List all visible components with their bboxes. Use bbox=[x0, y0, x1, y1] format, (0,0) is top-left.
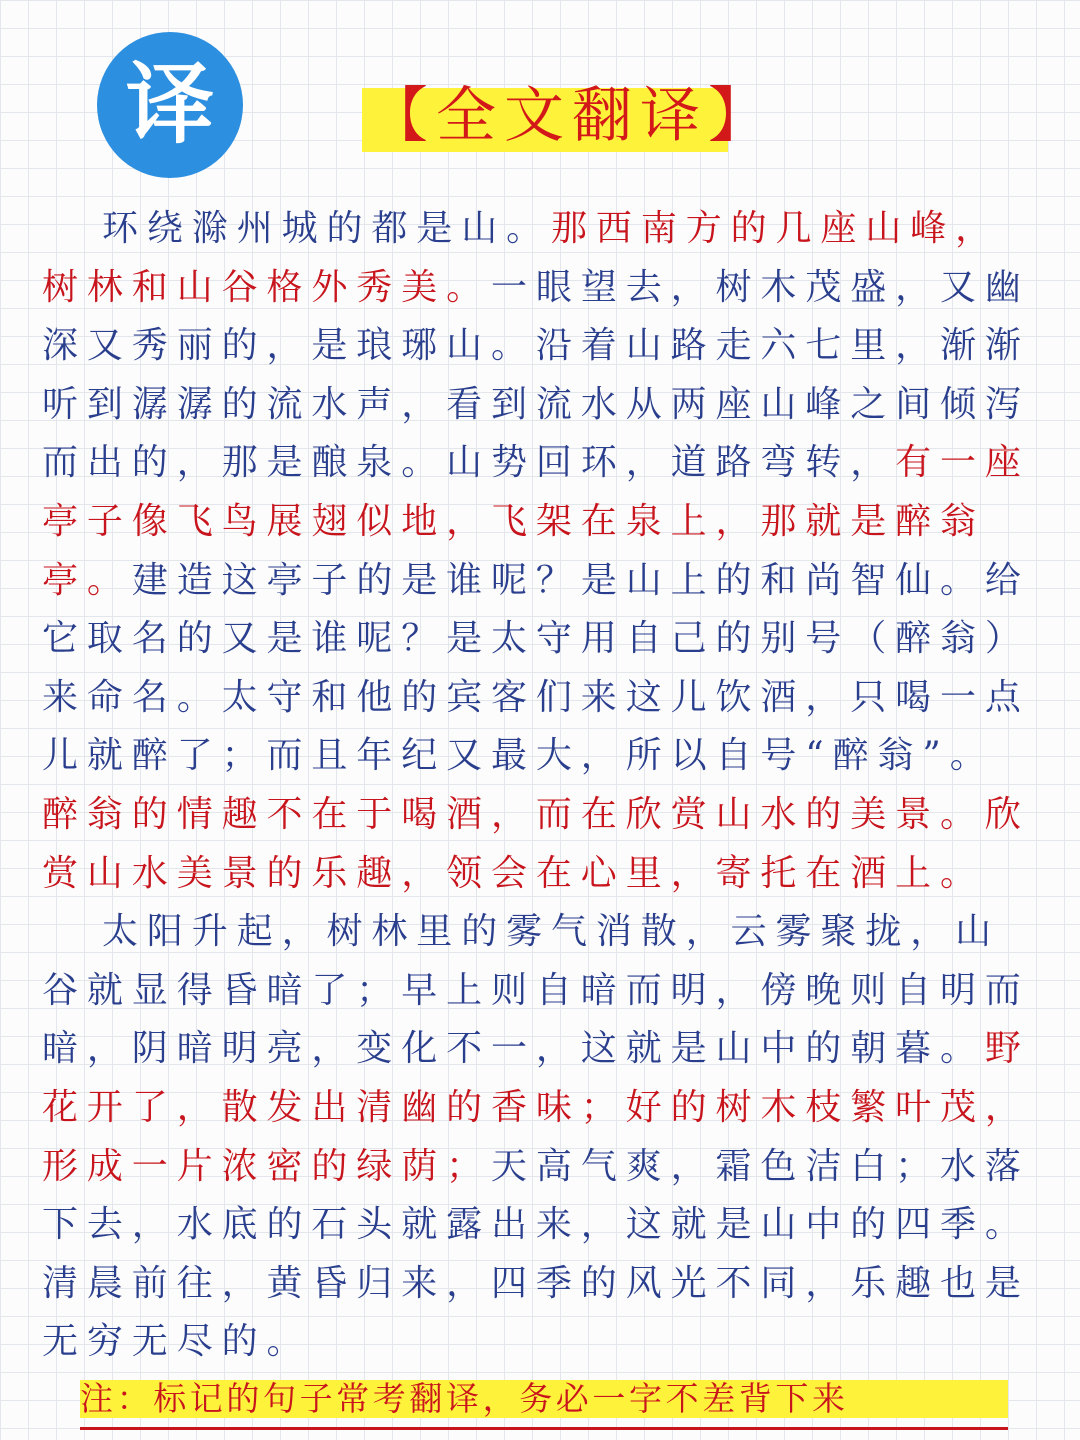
translation-body bbox=[42, 200, 1032, 1372]
sentence: 环绕滁州城的都是山。 bbox=[102, 208, 552, 249]
title-block bbox=[362, 80, 776, 152]
paragraph-1 bbox=[42, 200, 1032, 903]
key-sentence: 野花开了，散发出清幽的香味；好的树木枝繁叶茂，形成一片浓密的绿荫； bbox=[42, 1028, 1030, 1187]
note-text: 注：标记的句子常考翻译，务必一字不差背下来 bbox=[80, 1379, 849, 1418]
key-sentence: 有一座亭子像飞鸟展翅似地，飞架在泉上，那就是醉翁亭。 bbox=[42, 442, 1030, 601]
page-title: 【全文翻译】 bbox=[368, 81, 776, 151]
key-sentence: 那西南方的几座山峰，树林和山谷格外秀美。 bbox=[42, 208, 1001, 308]
badge-char: 译 bbox=[125, 53, 214, 156]
sentence: 天高气爽，霜色洁白；水落下去，水底的石头就露出来，这就是山中的四季。清晨前往，黄昏归来，四季的风光不同，乐趣也是无穷无尽的。 bbox=[42, 1145, 1030, 1363]
sentence: 太阳升起，树林里的雾气消散，云雾聚拢，山谷就显得昏暗了；早上则自暗而明，傍晚则自明而暗，阴暗明亮，变化不一，这就是山中的朝暮。 bbox=[42, 911, 1030, 1070]
sentence: 建造这亭子的是谁呢？是山上的和尚智仙。给它取名的又是谁呢？是太守用自己的别号（醉翁）来命名。太守和他的宾客们来这儿饮酒，只喝一点儿就醉了；而且年纪又最大，所以自号“醉翁”。 bbox=[42, 559, 1030, 777]
sentence: 一眼望去，树木茂盛，又幽深又秀丽的，是琅琊山。沿着山路走六七里，渐渐听到潺潺的流水声，看到流水从两座山峰之间倾泻而出的，那是酿泉。山势回环，道路弯转， bbox=[42, 266, 1030, 484]
translate-badge-icon bbox=[97, 32, 243, 178]
paragraph-2 bbox=[42, 903, 1032, 1372]
note-underline bbox=[80, 1427, 1008, 1430]
key-sentence: 醉翁的情趣不在于喝酒，而在欣赏山水的美景。欣赏山水美景的乐趣，领会在心里，寄托在酒上。 bbox=[42, 793, 1030, 894]
footer-note bbox=[80, 1370, 1008, 1430]
